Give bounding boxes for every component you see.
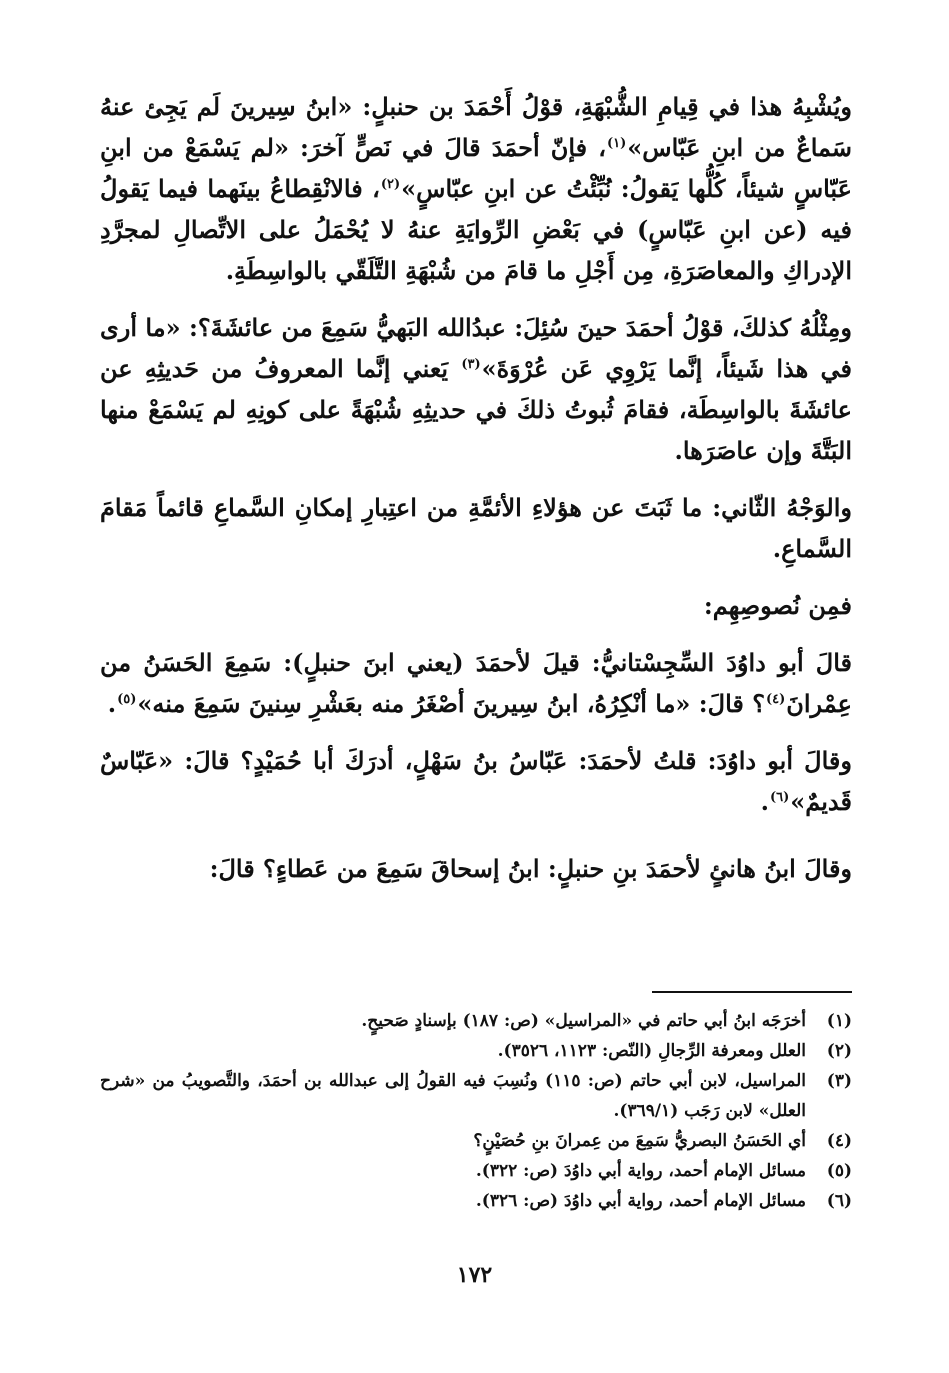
footnote-text: العلل ومعرفة الرِّجالِ (النّص: ١١٢٣، ٣٥٢٦). — [497, 1041, 806, 1061]
paragraph-3: والوَجْهُ الثّاني: ما ثَبَتَ عن هؤلاءِ الأئمَّةِ من اعتِبارِ إمكانِ السَّماعِ قائماً مَقامَ السَّماعِ. — [100, 493, 852, 563]
footnote-number: (٥) — [826, 1161, 852, 1181]
paragraph-7: وقالَ ابنُ هانئٍ لأحمَدَ بنِ حنبلٍ: ابنُ إسحاقَ سَمِعَ من عَطاءٍ؟ قالَ: — [209, 854, 852, 883]
footnotes — [100, 1006, 852, 1216]
paragraph-5-part-a: قالَ أبو داوُدَ السِّجِسْتانيُّ: قيلَ لأحمَدَ (يعني ابنَ حنبلٍ): سَمِعَ الحَسَنُ من عِمْرانَ — [100, 648, 852, 718]
paragraph-6 — [100, 740, 852, 822]
footnote-number: (١) — [826, 1011, 852, 1031]
paragraph-2 — [100, 307, 852, 471]
footnote-ref-3[interactable]: (٣) — [461, 357, 481, 372]
paragraph-1-part-b: ، فإنّ أحمَدَ قالَ في نَصٍّ آخرَ: «لم يَسْمَعْ من ابنِ عَبّاسٍ شيئاً، كُلُّها يَقولُ: نُبِّئْتُ عن ابنِ عبّاسٍ» — [100, 133, 852, 203]
footnote-6 — [100, 1186, 852, 1216]
footnote-text: مسائل الإمام أحمد، رواية أبي داوُدَ (ص: ٣٢٦). — [475, 1191, 806, 1211]
paragraph-2-part-a: ومِثْلُهُ كذلكَ، قوْلُ أحمَدَ حينَ سُئِلَ: عبدُالله البَهيُّ سَمِعَ من عائشَةَ؟: «ما أرى في هذا شَيئاً، إنَّما يَرْوِي عَن عُرْوَةَ» — [100, 313, 852, 383]
footnote-ref-1[interactable]: (١) — [606, 136, 627, 151]
paragraph-5-part-b: ؟ قالَ: «ما أنْكِرُهُ، ابنُ سِيرينَ أصْغَرُ منه بعَشْرِ سِنينَ سَمِعَ منه» — [137, 689, 765, 718]
footnote-number: (٢) — [826, 1041, 852, 1061]
footnote-number: (٤) — [826, 1131, 852, 1151]
footnote-ref-6[interactable]: (٦) — [769, 790, 790, 805]
paragraph-5-part-c: . — [107, 689, 117, 718]
footnote-4 — [100, 1126, 852, 1156]
footnote-ref-2[interactable]: (٢) — [380, 177, 401, 192]
paragraph-4: فمِن نُصوصِهِم: — [703, 591, 852, 620]
paragraph-1-part-a: ويُشْبِهُ هذا في قِيامِ الشُّبْهَةِ، قوْلُ أَحْمَدَ بن حنبلٍ: «ابنُ سِيرينَ لَم يَجِئ عنهُ سَماعٌ من ابنِ عَبّاس» — [100, 92, 852, 162]
footnote-ref-4[interactable]: (٤) — [765, 692, 786, 707]
footnote-number: (٦) — [826, 1191, 852, 1211]
footnote-text: أخرَجَه ابنُ أبي حاتم في «المراسيل» (ص: ١٨٧) بإسنادٍ صَحيحٍ. — [361, 1011, 806, 1031]
paragraph-6-part-a: وقالَ أبو داوُدَ: قلتُ لأحمَدَ: عَبّاسُ بنُ سَهْلٍ، أدرَكَ أبا حُمَيْدٍ؟ قالَ: «عَبّاسٌ قَديمٌ» — [100, 746, 852, 816]
footnote-text: أي الحَسَنُ البصريُّ سَمِعَ من عِمرانَ بنِ حُصَيْنٍ؟ — [473, 1131, 806, 1151]
footnote-separator — [652, 991, 852, 993]
page-number: ١٧٢ — [456, 1262, 493, 1288]
footnote-text: مسائل الإمام أحمد، رواية أبي داوُدَ (ص: ٣٢٢). — [475, 1161, 806, 1181]
main-text — [100, 86, 852, 905]
footnote-2 — [100, 1036, 852, 1066]
footnote-1 — [100, 1006, 852, 1036]
footnote-3 — [100, 1066, 852, 1126]
footnote-number: (٣) — [826, 1071, 852, 1091]
footnote-text: المراسيل، لابن أبي حاتم (ص: ١١٥) ونُسِبَ فيه القولُ إلى عبدالله بن أحمَدَ، والتَّصويبُ من «شرح العلل» لابن رَجَب (٣٦٩/١). — [100, 1071, 806, 1121]
paragraph-1 — [100, 86, 852, 291]
paragraph-2-part-b: يَعني إنَّما المعروفُ من حَديثِهِ عن عائشَةَ بالواسِطَة، فقامَ ثُبوتُ ذلكَ في حديثِهِ شُبْهَةً على كونِهِ لم يَسْمَعْ منها البَتَّةَ وإن عاصَرَها. — [100, 354, 852, 465]
paragraph-6-part-b: . — [760, 787, 769, 816]
footnote-ref-5[interactable]: (٥) — [117, 692, 137, 707]
paragraph-5 — [100, 642, 852, 724]
footnote-5 — [100, 1156, 852, 1186]
paragraph-1-part-c: ، فالانْقِطاعُ بينَهما فيما يَقولُ فيه (عن ابنِ عَبّاسٍ) في بَعْضِ الرِّوايَةِ عنهُ لا يُحْمَلُ على الاتِّصالِ لمجرَّدِ الإدراكِ والمعاصَرَةِ، مِن أَجْلِ ما قامَ من شُبْهَةِ التَّلَقّي بالواسِطَةِ. — [100, 174, 852, 285]
